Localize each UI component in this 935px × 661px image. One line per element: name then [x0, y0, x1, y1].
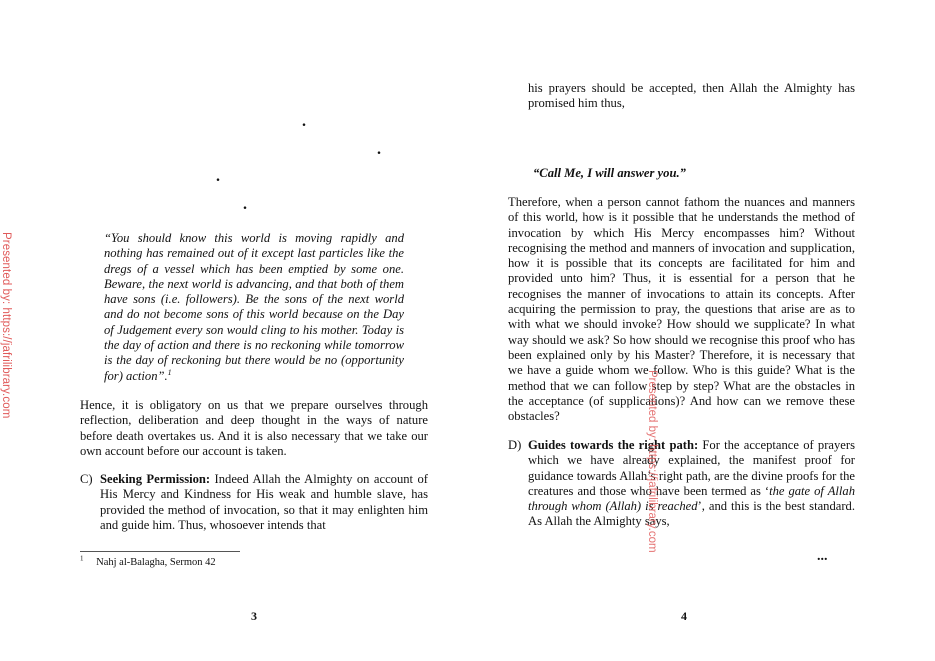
list-marker: D)	[508, 438, 522, 452]
footnote-mark: 1	[80, 554, 84, 563]
body-paragraph: Therefore, when a person cannot fathom the nuances and manners of this world, how is it possible that he understands the method of invocation by which His Mercy encompasses him? Without recognising the method and manners of invocation and supplication, how it is possible that its concepts are facilitated for him and provided unto him? Thus, it is essential for a person that he recognises the manner of invocations to attain its concepts. After acquiring the permission to pray, the questions that arise are as to with what we should invoke? How should we supplicate? In what way should we ask? So how should we recognise this proof who has been explained only by his Master? Therefore, it is necessary that we have a guide whom we follow. Who is this guide? What is the method that we can follow step by step? What are the obstacles in the acceptance (of supplications)? And how can we remove these obstacles?	[508, 195, 855, 424]
list-marker: C)	[80, 472, 93, 486]
list-item-text-end: ’, and this is the best standard. As Allah the Almighty says,	[528, 499, 855, 529]
section-heading: Seeking Permission:	[100, 472, 211, 486]
watermark-center: Presented by: https://jafrilibrary.com	[646, 370, 658, 553]
decorative-dot: .	[302, 113, 306, 130]
watermark-left: Presented by: https://jafrilibrary.com	[0, 232, 12, 419]
footnote-text: Nahj al-Balagha, Sermon 42	[96, 557, 216, 568]
decorative-dot: .	[243, 196, 247, 213]
footnote-reference[interactable]: 1	[167, 367, 172, 377]
list-item-d	[508, 438, 855, 530]
decorative-dot: .	[216, 168, 220, 185]
page-number: 4	[681, 609, 687, 623]
footnote	[80, 554, 216, 568]
quote-text: “You should know this world is moving rapidly and nothing has remained out of it except last particles like the dregs of a vessel which has been emptied by some one. Beware, the next world is advancing, and that both of them have sons (i.e. followers). Be the sons of the next world and do not become sons of this world because on the Day of Judgement every son would cling to his mother. Today is the day of action and there is no reckoning while tomorrow is the day of reckoning but there would be no (opportunity for) action”.	[104, 231, 404, 383]
decorative-dot: .	[377, 141, 381, 158]
quran-quote: “Call Me, I will answer you.”	[533, 166, 686, 180]
hadith-quote	[104, 231, 404, 384]
body-paragraph: Hence, it is obligatory on us that we prepare ourselves through reflection, deliberation and deep thought in the ways of nature before death overtakes us. And it is also necessary that we take our own account before our account is taken.	[80, 398, 428, 458]
continuation-paragraph: his prayers should be accepted, then Allah the Almighty has promised him thus,	[528, 81, 855, 111]
page-number: 3	[251, 609, 257, 623]
list-item-text: For the acceptance of prayers which we have already explained, the manifest proof for guidance towards Allah’s right path, are the divine proofs for the creatures and those who have been termed as ‘	[528, 438, 855, 498]
list-item-text: Indeed Allah the Almighty on account of His Mercy and Kindness for His weak and humble slave, has provided the method of invocation, so that it may enlighten him and guide him. Thus, whosoever intends that	[100, 472, 428, 532]
section-heading: Guides towards the right path:	[528, 438, 699, 452]
list-item-c	[80, 472, 428, 533]
continuation-ellipsis: ...	[817, 549, 828, 564]
italic-phrase: the gate of Allah through whom (Allah) is reached	[528, 483, 855, 514]
footnote-divider	[80, 551, 240, 552]
